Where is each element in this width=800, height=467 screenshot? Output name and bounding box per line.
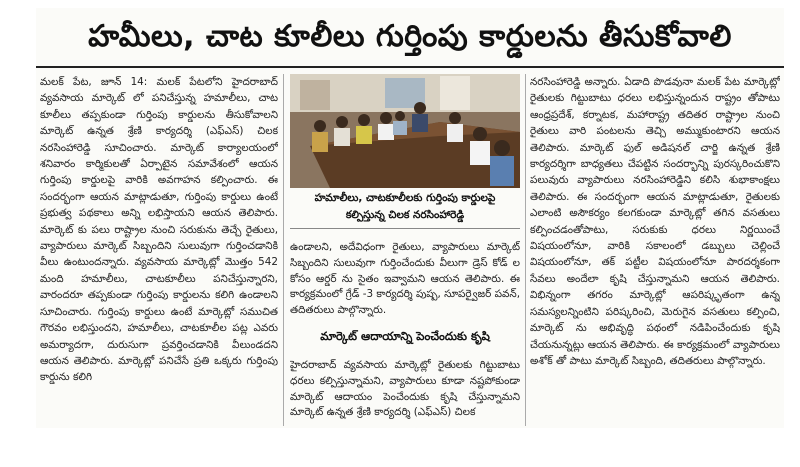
news-clipping (36, 8, 784, 428)
column-divider (283, 74, 284, 426)
column-divider (525, 74, 526, 426)
article-column-1 (40, 74, 278, 426)
caption-line-2: కల్పిస్తున్న చిలక నరసింహారెడ్డి (345, 209, 465, 221)
article-column-2-bottom (290, 348, 520, 428)
headline-rule (36, 66, 784, 68)
subheading: మార్కెట్ ఆదాయాన్ని పెంచేందుకు కృషి (290, 326, 520, 346)
news-photo (290, 74, 520, 188)
meeting-photo-illustration (290, 74, 520, 188)
column-3-text: నరసింహారెడ్డి అన్నారు. ఏడాది పొడవునా మలక్ పేట మార్కెట్లో రైతులకు గిట్టుబాటు ధరలు లభిస్తున్నందున రాష్ట్రం తోపాటు ఆంధ్రప్రదేశ్, కర్నాటక, మహారాష్ట్ర తదితర రాష్ట్రాల నుంచి రైతులు వారి పంటలను తెచ్చి అమ్ముకుంటారని ఆయన తెలిపారు. మార్కెట్ ఫుల్ అడిషనల్ చార్జి ఉన్నత శ్రేణి కార్యదర్శిగా బాధ్యతలు చేపట్టిన సందర్భాన్ని పురస్కరించుకొని పలువురు వ్యాపారులు నరసింహారెడ్డిని కలిసి శుభాకాంక్షలు తెలిపారు. ఈ సందర్భంగా ఆయన మాట్లాడుతూ, రైతులకు ఎలాంటి అసౌకర్యం కలగకుండా మార్కెట్లో తగిన వసతులు కల్పించడంతోపాటు, సరుకుకు ధరలు నిర్ణయించే విషయంలోనూ, వారికి సకాలంలో డబ్బులు చెల్లించే విషయంలోనూ, తక్ పట్టీల విషయంలోనూ పారదర్శకంగా సేవలు అందేలా కృషి చేస్తున్నామని ఆయన తెలిపారు. విభిన్నంగా తగరం మార్కెట్లో ఆపరిష్కృతంగా ఉన్న సమస్యలన్నింటిని పరిష్కరించి, మెరుగైన వసతులు కల్పించి, మార్కెట్ ను అభివృద్ధి పథంలో నడిపించేందుకు కృషి చేయనున్నట్లు ఆయన తెలిపారు. ఈ కార్యక్రమంలో వ్యాపారులు అశోక్ తో పాటు మార్కెట్ సిబ్బంది, తదితరులు పాల్గొన్నారు. (530, 76, 780, 367)
column-2b-text: హైదరాబాద్ వ్యవసాయ మార్కెట్లో రైతులకు గిట్టుబాటు ధరలు కల్పిస్తున్నామని, వ్యాపారులు కూడా నష్టపోకుండా మార్కెట్ ఆదాయం పెంచేందుకు కృషి చేస్తున్నామని మార్కెట్ ఉన్నత శ్రేణి కార్యదర్శి (ఎఫ్ఎస్) చిలక (290, 359, 520, 419)
column-1-text: మలక్ పేట, జూన్ 14: మలక్ పేటలోని హైదరాబాద్ వ్యవసాయ మార్కెట్ లో పనిచేస్తున్న హమాలీలు, చాట కూలీలు తప్పకుండా గుర్తింపు కార్డులను తీసుకోవాలని మార్కెట్ ఉన్నత శ్రేణి కార్యదర్శి (ఎఫ్ఎస్) చిలక నరసింహారెడ్డి సూచించారు. మార్కెట్ కార్యాలయంలో శనివారం కార్మికులతో ఏర్పాటైన సమావేశంలో ఆయన గుర్తింపు కార్డులపై వారికి అవగాహన కల్పించారు. ఈ సందర్భంగా ఆయన మాట్లాడుతూ, గుర్తింపు కార్డులు ఉంటే ప్రభుత్వ పథకాలు అన్ని లభిస్తాయని ఆయన తెలిపారు. మార్కెట్ కు పలు రాష్ట్రాల నుంచి సరుకును తెచ్చే రైతులు, వ్యాపారులు మార్కెట్ సిబ్బందిని సులువుగా గుర్తించడానికి వీలు ఉంటుందన్నారు. వ్యవసాయ మార్కెట్లో మొత్తం 542 మంది హమాలీలు, చాటకూలీలు పనిచేస్తున్నారని, వారందరూ తప్పకుండా గుర్తింపు కార్డులను కలిగి ఉండాలని సూచించారు. గుర్తింపు కార్డులు ఉంటే మార్కెట్లో సముచిత గౌరవం లభిస్తుందని, హమాలీలు, చాటకూలీల పట్ల ఎవరు అమర్యాదగా, దురుసుగా ప్రవర్తించడానికి వీలుండదని ఆయన తెలిపారు. మార్కెట్లో పనిచేసే ప్రతి ఒక్కరు గుర్తింపు కార్డును కలిగి (40, 76, 278, 384)
photo-caption (290, 190, 520, 229)
caption-line-1: హమాలీలు, చాటకూలీలకు గుర్తింపు కార్డులపై (314, 192, 496, 204)
column-2a-text: ఉండాలని, అదేవిధంగా రైతులు, వ్యాపారులు మార్కెట్ సిబ్బందిని సులువుగా గుర్తించేందుకు వీలుగా డ్రెస్ కోడ్ ల కోసం ఆర్డర్ ను సైతం ఇవ్వామని ఆయన తెలిపారు. ఈ కార్యక్రమంలో గ్రేడ్ -3 కార్యదర్శి పుష్ప, సూపర్వైజర్ పవన్, తదితరులు పాల్గొన్నారు. (290, 241, 520, 316)
headline: హమీలు, చాట కూలీలు గుర్తింపు కార్డులను తీసుకోవాలి (88, 19, 732, 54)
article-column-3 (530, 74, 780, 426)
article-column-2-top (290, 230, 520, 324)
